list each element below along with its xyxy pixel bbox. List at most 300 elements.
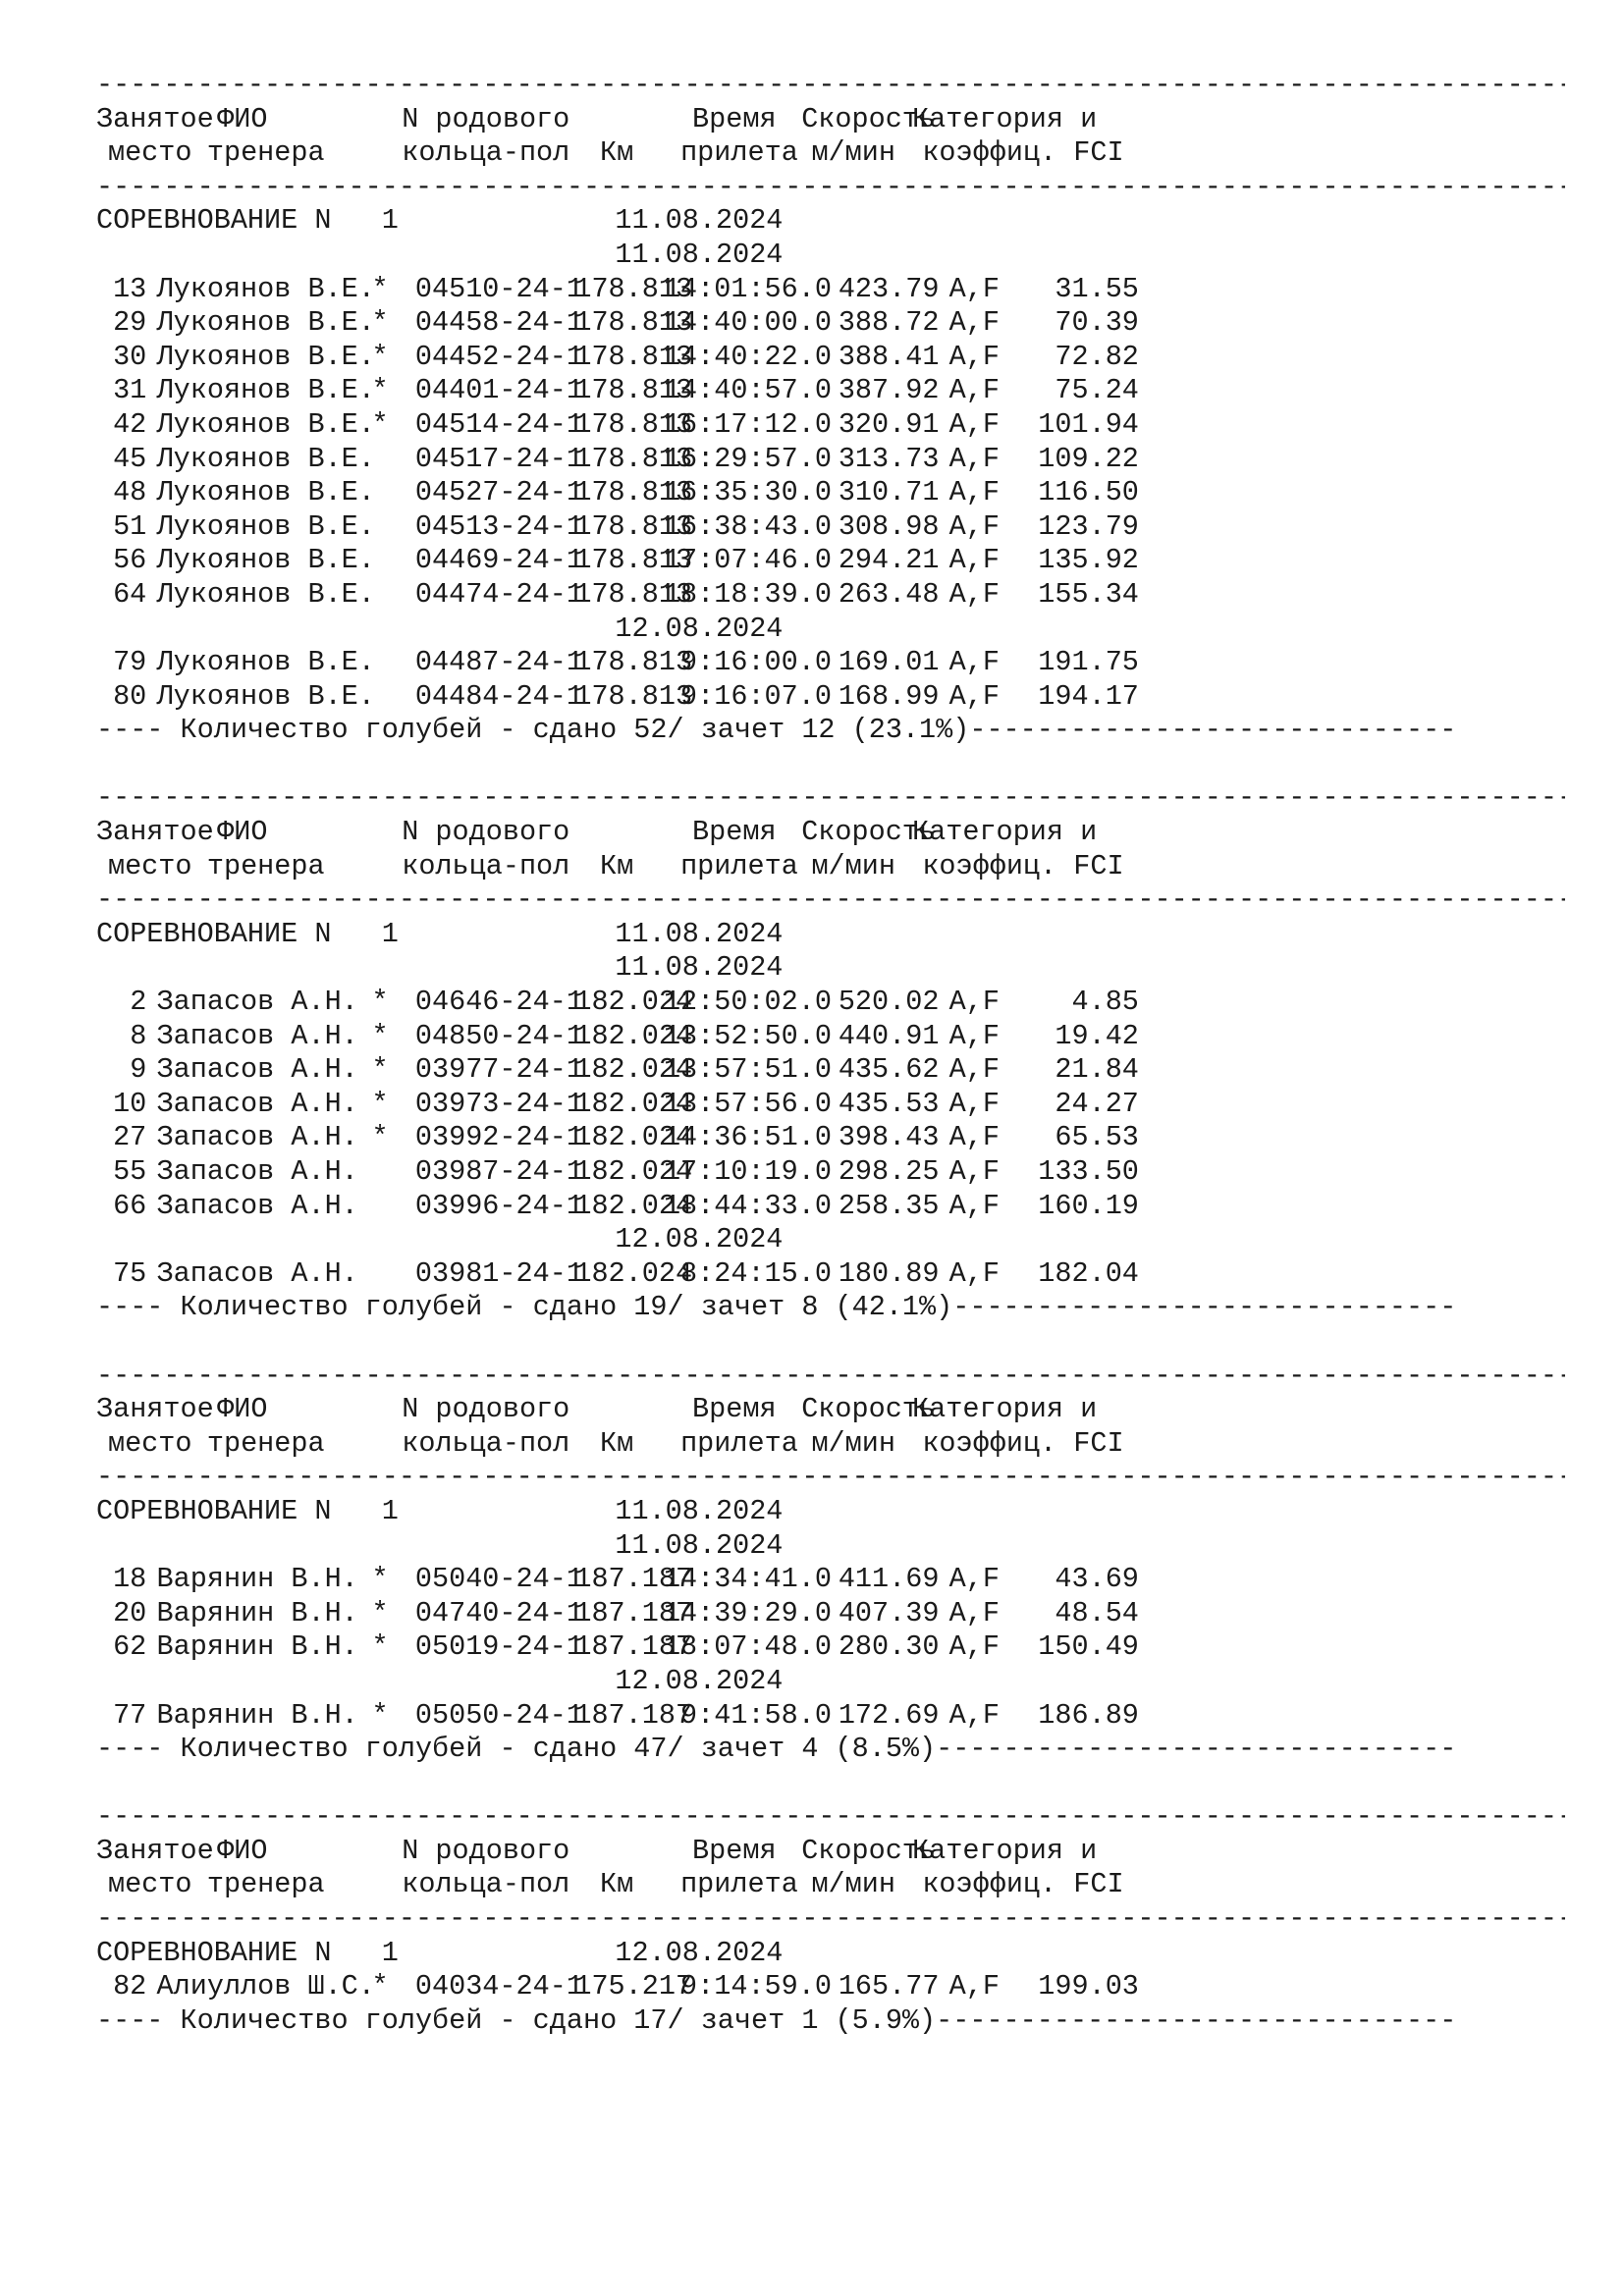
place-cell: 27: [113, 1121, 147, 1154]
table-row: [96, 341, 1569, 375]
spacer: [96, 748, 1569, 782]
km-cell: 178.813: [574, 544, 693, 577]
header-ring: N родового: [402, 816, 570, 849]
fci-coef-cell: 43.69: [1055, 1563, 1139, 1596]
competition-label: СОРЕВНОВАНИЕ N 1: [96, 204, 399, 238]
name-cell: Запасов А.Н.: [156, 1087, 358, 1120]
header-speed: Скорость: [801, 1834, 937, 1867]
date-label: 12.08.2024: [615, 612, 784, 645]
competition-date: 12.08.2024: [615, 1936, 784, 1969]
km-cell: 182.024: [574, 986, 693, 1019]
header-time: Время: [692, 1393, 777, 1426]
category-cell: A,F: [948, 1053, 1000, 1087]
time-cell: 14:39:29.0: [663, 1596, 832, 1629]
place-cell: 66: [113, 1189, 147, 1222]
date-label: 12.08.2024: [615, 1664, 784, 1697]
table-row: [96, 408, 1569, 443]
speed-cell: 411.69: [838, 1563, 940, 1596]
ring-cell: 04469-24-1: [414, 544, 583, 577]
ring-cell: 04452-24-1: [414, 340, 583, 373]
table-row: [96, 306, 1569, 341]
header-time: прилета: [680, 1426, 798, 1460]
header-category: Категория и: [912, 1393, 1098, 1426]
speed-cell: 180.89: [838, 1256, 940, 1290]
header-ring: N родового: [402, 102, 570, 135]
header-time: прилета: [680, 136, 798, 170]
speed-cell: 435.53: [838, 1087, 940, 1120]
header-time: Время: [692, 1834, 777, 1867]
table-row: [96, 1699, 1569, 1734]
header-km: Км: [600, 1868, 634, 1901]
fci-coef-cell: 191.75: [1038, 646, 1139, 679]
category-cell: A,F: [948, 306, 1000, 340]
ring-cell: 04527-24-1: [414, 476, 583, 509]
km-cell: 178.813: [574, 646, 693, 679]
header-name: ФИО: [217, 102, 268, 135]
time-cell: 17:10:19.0: [663, 1155, 832, 1188]
ring-cell: 03973-24-1: [414, 1087, 583, 1120]
date-line: [96, 951, 1569, 986]
ring-cell: 04484-24-1: [414, 679, 583, 713]
name-cell: Лукоянов В.Е.: [156, 306, 375, 340]
ring-cell: 04517-24-1: [414, 442, 583, 475]
column-header-row-1: [96, 1393, 1569, 1427]
header-speed: м/мин: [811, 136, 895, 170]
category-cell: A,F: [948, 1087, 1000, 1120]
fci-coef-cell: 186.89: [1038, 1698, 1139, 1732]
column-header-row-1: [96, 103, 1569, 137]
competition-date: 11.08.2024: [615, 1494, 784, 1527]
ring-cell: 05040-24-1: [414, 1563, 583, 1596]
name-cell: Лукоянов В.Е.: [156, 544, 375, 577]
spacer: [96, 1767, 1569, 1801]
header-name: ФИО: [217, 1393, 268, 1426]
km-cell: 182.024: [574, 1121, 693, 1154]
place-cell: 62: [113, 1630, 147, 1664]
name-cell: Лукоянов В.Е.: [156, 577, 375, 611]
time-cell: 18:44:33.0: [663, 1189, 832, 1222]
ring-cell: 03981-24-1: [414, 1256, 583, 1290]
time-cell: 14:40:00.0: [663, 306, 832, 340]
category-cell: A,F: [948, 986, 1000, 1019]
place-cell: 9: [130, 1053, 147, 1087]
fci-coef-cell: 135.92: [1038, 544, 1139, 577]
table-row: [96, 1257, 1569, 1292]
time-cell: 12:50:02.0: [663, 986, 832, 1019]
fci-coef-cell: 75.24: [1055, 374, 1139, 407]
speed-cell: 310.71: [838, 476, 940, 509]
ring-cell: 03977-24-1: [414, 1053, 583, 1087]
km-cell: 178.813: [574, 679, 693, 713]
table-row: [96, 476, 1569, 510]
km-cell: 182.024: [574, 1189, 693, 1222]
place-cell: 79: [113, 646, 147, 679]
speed-cell: 388.72: [838, 306, 940, 340]
header-time: Время: [692, 816, 777, 849]
km-cell: 178.813: [574, 340, 693, 373]
header-name: ФИО: [217, 816, 268, 849]
time-cell: 9:14:59.0: [680, 1970, 832, 2003]
category-cell: A,F: [948, 476, 1000, 509]
header-speed: Скорость: [801, 816, 937, 849]
fci-coef-cell: 19.42: [1055, 1019, 1139, 1052]
date-label: 11.08.2024: [615, 1528, 784, 1562]
table-row: [96, 1121, 1569, 1155]
place-cell: 75: [113, 1256, 147, 1290]
km-cell: 182.024: [574, 1087, 693, 1120]
place-cell: 77: [113, 1698, 147, 1732]
place-cell: 2: [130, 986, 147, 1019]
fci-coef-cell: 65.53: [1055, 1121, 1139, 1154]
dashed-rule: [96, 781, 1565, 816]
header-name: тренера: [206, 849, 325, 882]
header-place: Занятое: [96, 1393, 214, 1426]
table-row: [96, 1088, 1569, 1122]
km-cell: 178.813: [574, 374, 693, 407]
place-cell: 30: [113, 340, 147, 373]
ring-cell: 04474-24-1: [414, 577, 583, 611]
km-cell: 178.813: [574, 476, 693, 509]
header-speed: м/мин: [811, 849, 895, 882]
time-cell: 9:41:58.0: [680, 1698, 832, 1732]
summary-line: [96, 714, 1569, 748]
speed-cell: 320.91: [838, 407, 940, 441]
fci-coef-cell: 24.27: [1055, 1087, 1139, 1120]
dashed-rule: [96, 69, 1565, 103]
table-row: [96, 1563, 1569, 1597]
time-cell: 14:34:41.0: [663, 1563, 832, 1596]
star-mark: *: [371, 1563, 389, 1596]
fci-coef-cell: 31.55: [1055, 272, 1139, 305]
star-mark: *: [371, 1630, 389, 1664]
header-name: тренера: [206, 1868, 325, 1901]
km-cell: 187.187: [574, 1630, 693, 1664]
name-cell: Лукоянов В.Е.: [156, 679, 375, 713]
table-row: [96, 1053, 1569, 1088]
time-cell: 14:40:22.0: [663, 340, 832, 373]
category-cell: A,F: [948, 1189, 1000, 1222]
place-cell: 82: [113, 1970, 147, 2003]
column-header-row-2: [96, 1427, 1569, 1462]
time-cell: 14:36:51.0: [663, 1121, 832, 1154]
category-cell: A,F: [948, 1596, 1000, 1629]
competition-date: 11.08.2024: [615, 917, 784, 950]
fci-coef-cell: 182.04: [1038, 1256, 1139, 1290]
category-cell: A,F: [948, 374, 1000, 407]
dashed-rule: [96, 1800, 1565, 1835]
fci-coef-cell: 194.17: [1038, 679, 1139, 713]
ring-cell: 04850-24-1: [414, 1019, 583, 1052]
category-cell: A,F: [948, 407, 1000, 441]
header-place: Занятое: [96, 1834, 214, 1867]
category-cell: A,F: [948, 1698, 1000, 1732]
time-cell: 8:24:15.0: [680, 1256, 832, 1290]
time-cell: 9:16:00.0: [680, 646, 832, 679]
speed-cell: 308.98: [838, 509, 940, 543]
fci-coef-cell: 109.22: [1038, 442, 1139, 475]
table-row: [96, 680, 1569, 715]
summary-text: ---- Количество голубей - сдано 47/ зачет 4 (8.5%)-------------------------------: [96, 1733, 1457, 1766]
header-speed: м/мин: [811, 1868, 895, 1901]
time-cell: 16:35:30.0: [663, 476, 832, 509]
name-cell: Варянин В.Н.: [156, 1630, 358, 1664]
time-cell: 17:07:46.0: [663, 544, 832, 577]
km-cell: 178.813: [574, 407, 693, 441]
date-label: 11.08.2024: [615, 238, 784, 271]
speed-cell: 165.77: [838, 1970, 940, 2003]
star-mark: *: [371, 272, 389, 305]
place-cell: 31: [113, 374, 147, 407]
speed-cell: 440.91: [838, 1019, 940, 1052]
km-cell: 178.813: [574, 306, 693, 340]
fci-coef-cell: 133.50: [1038, 1155, 1139, 1188]
column-header-row-2: [96, 1868, 1569, 1902]
name-cell: Запасов А.Н.: [156, 1155, 358, 1188]
speed-cell: 387.92: [838, 374, 940, 407]
place-cell: 29: [113, 306, 147, 340]
ring-cell: 03987-24-1: [414, 1155, 583, 1188]
category-cell: A,F: [948, 1563, 1000, 1596]
category-cell: A,F: [948, 544, 1000, 577]
fci-coef-cell: 123.79: [1038, 509, 1139, 543]
time-cell: 16:29:57.0: [663, 442, 832, 475]
km-cell: 178.813: [574, 442, 693, 475]
header-ring: кольца-пол: [402, 1426, 570, 1460]
header-km: Км: [600, 136, 634, 170]
speed-cell: 388.41: [838, 340, 940, 373]
fci-coef-cell: 72.82: [1055, 340, 1139, 373]
time-cell: 16:17:12.0: [663, 407, 832, 441]
place-cell: 45: [113, 442, 147, 475]
speed-cell: 298.25: [838, 1155, 940, 1188]
header-place: место: [107, 1426, 192, 1460]
time-cell: 13:57:51.0: [663, 1053, 832, 1087]
star-mark: *: [371, 1053, 389, 1087]
speed-cell: 280.30: [838, 1630, 940, 1664]
km-cell: 187.187: [574, 1563, 693, 1596]
competition-line: [96, 204, 1569, 239]
competition-line: [96, 1495, 1569, 1529]
name-cell: Лукоянов В.Е.: [156, 374, 375, 407]
name-cell: Лукоянов В.Е.: [156, 442, 375, 475]
speed-cell: 407.39: [838, 1596, 940, 1629]
name-cell: Варянин В.Н.: [156, 1596, 358, 1629]
name-cell: Запасов А.Н.: [156, 986, 358, 1019]
fci-coef-cell: 199.03: [1038, 1970, 1139, 2003]
speed-cell: 168.99: [838, 679, 940, 713]
category-cell: A,F: [948, 1019, 1000, 1052]
star-mark: *: [371, 1596, 389, 1629]
category-cell: A,F: [948, 272, 1000, 305]
time-cell: 9:16:07.0: [680, 679, 832, 713]
place-cell: 18: [113, 1563, 147, 1596]
name-cell: Лукоянов В.Е.: [156, 509, 375, 543]
date-line: [96, 1529, 1569, 1564]
ring-cell: 04458-24-1: [414, 306, 583, 340]
table-row: [96, 443, 1569, 477]
name-cell: Варянин В.Н.: [156, 1698, 358, 1732]
km-cell: 178.813: [574, 577, 693, 611]
time-cell: 13:52:50.0: [663, 1019, 832, 1052]
header-category: Категория и: [912, 816, 1098, 849]
summary-text: ---- Количество голубей - сдано 19/ зачет 8 (42.1%)------------------------------: [96, 1291, 1457, 1324]
km-cell: 187.187: [574, 1698, 693, 1732]
ring-cell: 03996-24-1: [414, 1189, 583, 1222]
ring-cell: 04401-24-1: [414, 374, 583, 407]
name-cell: Запасов А.Н.: [156, 1053, 358, 1087]
ring-cell: 04514-24-1: [414, 407, 583, 441]
place-cell: 80: [113, 679, 147, 713]
header-category: Категория и: [912, 102, 1098, 135]
star-mark: *: [371, 1698, 389, 1732]
place-cell: 64: [113, 577, 147, 611]
fci-coef-cell: 101.94: [1038, 407, 1139, 441]
star-mark: *: [371, 1087, 389, 1120]
dashed-rule: [96, 1461, 1565, 1495]
competition-line: [96, 1937, 1569, 1971]
category-cell: A,F: [948, 679, 1000, 713]
table-row: [96, 1597, 1569, 1631]
summary-text: ---- Количество голубей - сдано 52/ зачет 12 (23.1%)-----------------------------: [96, 714, 1457, 747]
speed-cell: 263.48: [838, 577, 940, 611]
category-cell: A,F: [948, 1970, 1000, 2003]
place-cell: 8: [130, 1019, 147, 1052]
km-cell: 187.187: [574, 1596, 693, 1629]
column-header-row-1: [96, 1835, 1569, 1869]
table-row: [96, 578, 1569, 613]
summary-text: ---- Количество голубей - сдано 17/ зачет 1 (5.9%)-------------------------------: [96, 2003, 1457, 2037]
header-ring: кольца-пол: [402, 1868, 570, 1901]
header-place: место: [107, 136, 192, 170]
header-speed: м/мин: [811, 1426, 895, 1460]
competition-label: СОРЕВНОВАНИЕ N 1: [96, 917, 399, 950]
header-category: коэффиц. FCI: [922, 849, 1124, 882]
star-mark: *: [371, 1121, 389, 1154]
place-cell: 48: [113, 476, 147, 509]
name-cell: Запасов А.Н.: [156, 1189, 358, 1222]
ring-cell: 04034-24-1: [414, 1970, 583, 2003]
place-cell: 55: [113, 1155, 147, 1188]
header-category: коэффиц. FCI: [922, 136, 1124, 170]
star-mark: *: [371, 1019, 389, 1052]
header-ring: кольца-пол: [402, 136, 570, 170]
km-cell: 178.813: [574, 272, 693, 305]
star-mark: *: [371, 374, 389, 407]
category-cell: A,F: [948, 442, 1000, 475]
speed-cell: 313.73: [838, 442, 940, 475]
place-cell: 20: [113, 1596, 147, 1629]
km-cell: 175.217: [574, 1970, 693, 2003]
category-cell: A,F: [948, 646, 1000, 679]
fci-coef-cell: 155.34: [1038, 577, 1139, 611]
column-header-row-2: [96, 136, 1569, 171]
ring-cell: 05019-24-1: [414, 1630, 583, 1664]
km-cell: 182.024: [574, 1053, 693, 1087]
fci-coef-cell: 48.54: [1055, 1596, 1139, 1629]
place-cell: 51: [113, 509, 147, 543]
date-line: [96, 1665, 1569, 1699]
dashed-rule: [96, 883, 1565, 918]
header-category: коэффиц. FCI: [922, 1868, 1124, 1901]
header-km: Км: [600, 849, 634, 882]
fci-coef-cell: 21.84: [1055, 1053, 1139, 1087]
speed-cell: 169.01: [838, 646, 940, 679]
summary-line: [96, 1291, 1569, 1325]
time-cell: 13:57:56.0: [663, 1087, 832, 1120]
time-cell: 14:01:56.0: [663, 272, 832, 305]
category-cell: A,F: [948, 340, 1000, 373]
header-km: Км: [600, 1426, 634, 1460]
spacer: [96, 1325, 1569, 1360]
time-cell: 18:18:39.0: [663, 577, 832, 611]
km-cell: 182.024: [574, 1019, 693, 1052]
dashed-rule: [96, 1902, 1565, 1937]
place-cell: 13: [113, 272, 147, 305]
table-row: [96, 1970, 1569, 2004]
time-cell: 18:07:48.0: [663, 1630, 832, 1664]
ring-cell: 05050-24-1: [414, 1698, 583, 1732]
column-header-row-1: [96, 816, 1569, 850]
table-row: [96, 1155, 1569, 1190]
header-ring: N родового: [402, 1393, 570, 1426]
column-header-row-2: [96, 850, 1569, 884]
star-mark: *: [371, 407, 389, 441]
header-ring: кольца-пол: [402, 849, 570, 882]
header-speed: Скорость: [801, 1393, 937, 1426]
time-cell: 14:40:57.0: [663, 374, 832, 407]
km-cell: 182.024: [574, 1256, 693, 1290]
competition-label: СОРЕВНОВАНИЕ N 1: [96, 1936, 399, 1969]
header-time: прилета: [680, 1868, 798, 1901]
competition-label: СОРЕВНОВАНИЕ N 1: [96, 1494, 399, 1527]
table-row: [96, 646, 1569, 680]
name-cell: Запасов А.Н.: [156, 1121, 358, 1154]
header-ring: N родового: [402, 1834, 570, 1867]
fci-coef-cell: 116.50: [1038, 476, 1139, 509]
time-cell: 16:38:43.0: [663, 509, 832, 543]
fci-coef-cell: 4.85: [1071, 986, 1139, 1019]
name-cell: Лукоянов В.Е.: [156, 407, 375, 441]
competition-line: [96, 918, 1569, 952]
star-mark: *: [371, 986, 389, 1019]
date-line: [96, 1223, 1569, 1257]
name-cell: Запасов А.Н.: [156, 1256, 358, 1290]
date-line: [96, 613, 1569, 647]
place-cell: 42: [113, 407, 147, 441]
category-cell: A,F: [948, 1155, 1000, 1188]
category-cell: A,F: [948, 1256, 1000, 1290]
name-cell: Алиуллов Ш.С.: [156, 1970, 375, 2003]
fci-coef-cell: 160.19: [1038, 1189, 1139, 1222]
dashed-rule: [96, 1360, 1565, 1394]
summary-line: [96, 1733, 1569, 1767]
star-mark: *: [371, 340, 389, 373]
ring-cell: 03992-24-1: [414, 1121, 583, 1154]
star-mark: *: [371, 306, 389, 340]
km-cell: 178.813: [574, 509, 693, 543]
table-row: [96, 986, 1569, 1020]
ring-cell: 04510-24-1: [414, 272, 583, 305]
ring-cell: 04646-24-1: [414, 986, 583, 1019]
header-time: прилета: [680, 849, 798, 882]
place-cell: 10: [113, 1087, 147, 1120]
km-cell: 182.024: [574, 1155, 693, 1188]
category-cell: A,F: [948, 1121, 1000, 1154]
table-row: [96, 374, 1569, 408]
speed-cell: 398.43: [838, 1121, 940, 1154]
ring-cell: 04513-24-1: [414, 509, 583, 543]
speed-cell: 172.69: [838, 1698, 940, 1732]
